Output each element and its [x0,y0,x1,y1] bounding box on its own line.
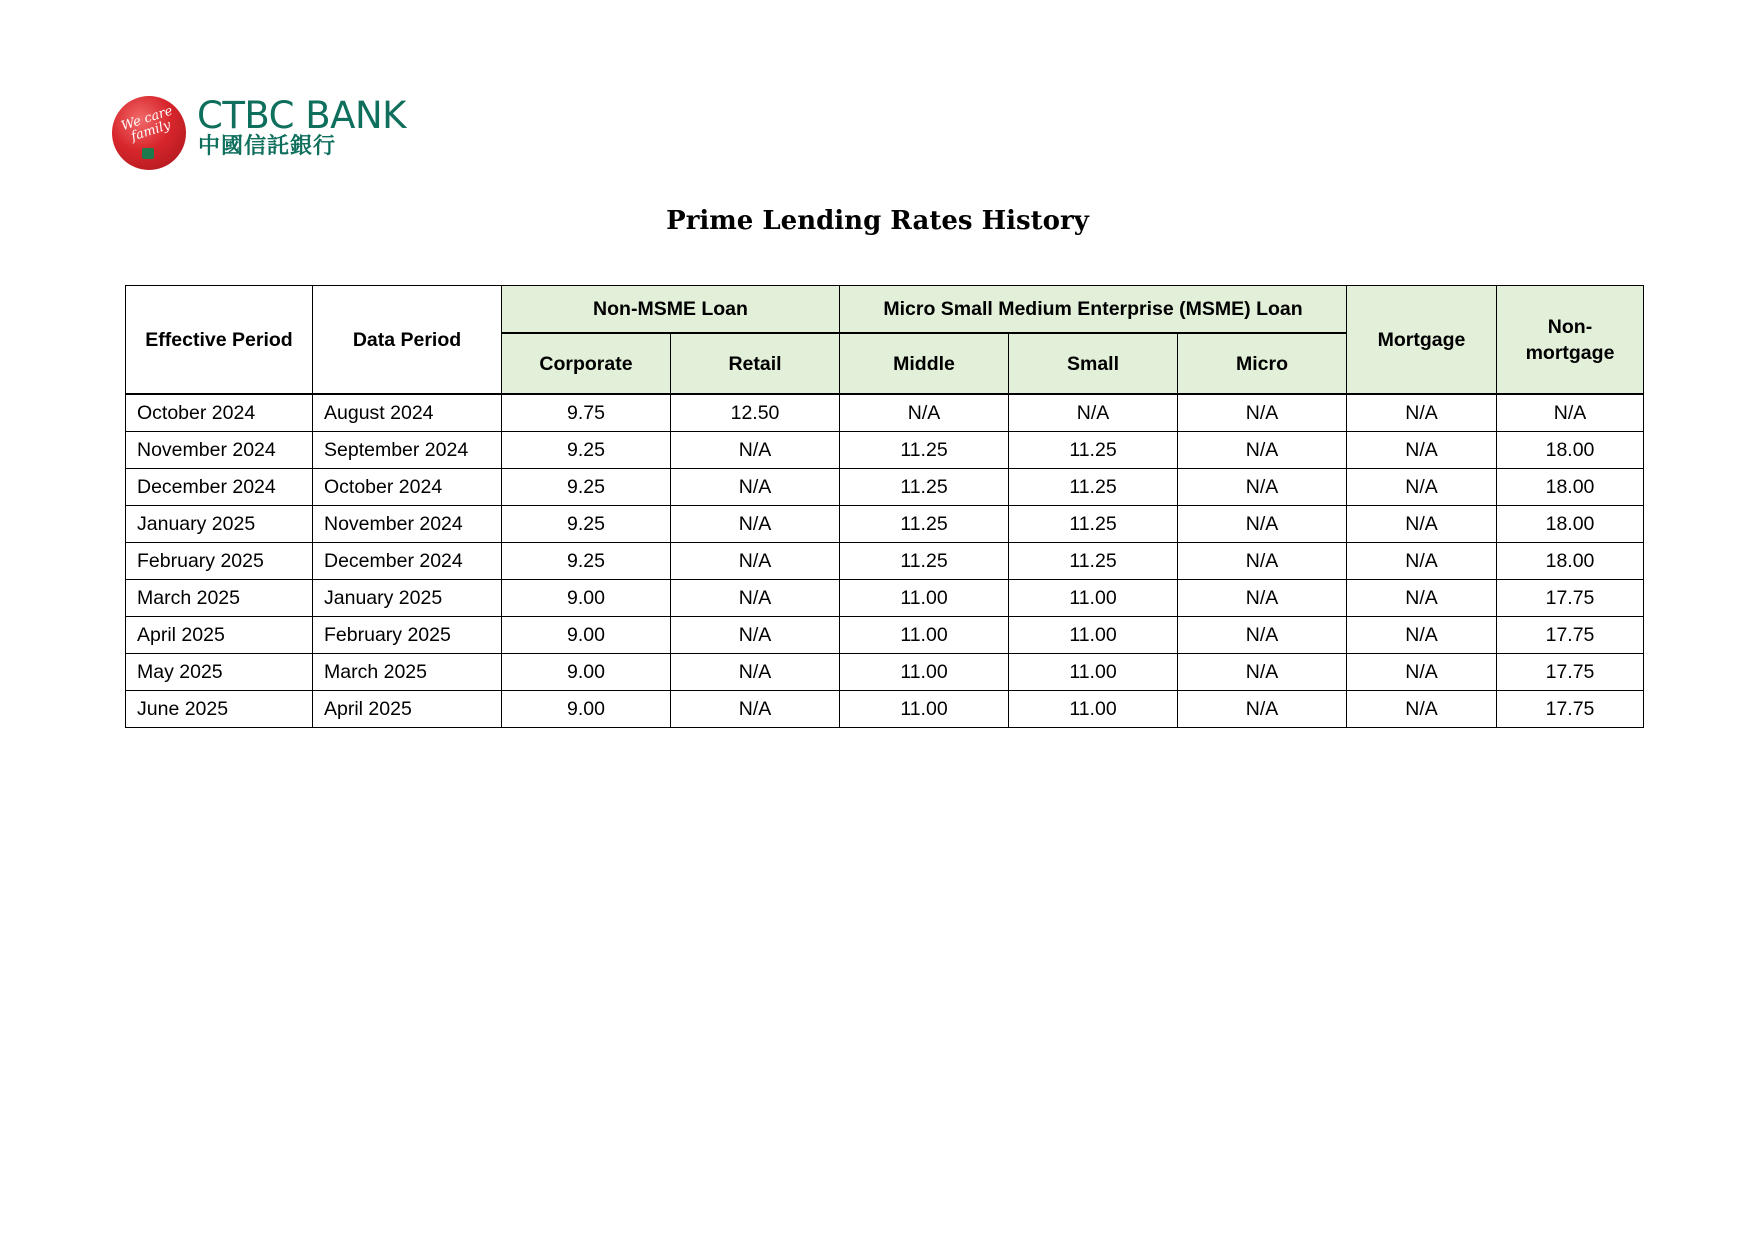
logo-bank-name-chinese: 中國信託銀行 [198,134,337,159]
cell-corporate: 9.00 [502,617,671,654]
cell-small: 11.25 [1009,506,1178,543]
cell-data-period: March 2025 [313,654,502,691]
table-row [126,432,1644,469]
cell-retail: N/A [671,691,840,728]
table-row [126,469,1644,506]
logo-bank-name: CTBC BANK [197,94,406,137]
header-effective-period: Effective Period [126,286,313,395]
cell-corporate: 9.00 [502,691,671,728]
header-retail: Retail [671,333,840,394]
cell-micro: N/A [1178,394,1347,432]
cell-small: 11.00 [1009,654,1178,691]
cell-retail: N/A [671,580,840,617]
cell-micro: N/A [1178,580,1347,617]
cell-small: 11.25 [1009,469,1178,506]
cell-middle: N/A [840,394,1009,432]
cell-middle: 11.25 [840,469,1009,506]
cell-non-mortgage: 18.00 [1497,469,1644,506]
cell-middle: 11.00 [840,654,1009,691]
cell-data-period: November 2024 [313,506,502,543]
cell-small: 11.00 [1009,691,1178,728]
cell-data-period: September 2024 [313,432,502,469]
cell-middle: 11.25 [840,543,1009,580]
cell-mortgage: N/A [1347,617,1497,654]
cell-mortgage: N/A [1347,654,1497,691]
table-row [126,691,1644,728]
header-micro: Micro [1178,333,1347,394]
logo-emblem-script: We care family [119,103,175,145]
cell-effective-period: December 2024 [126,469,313,506]
cell-non-mortgage: 18.00 [1497,506,1644,543]
cell-effective-period: May 2025 [126,654,313,691]
rates-table-body [126,394,1644,728]
cell-non-mortgage: 17.75 [1497,654,1644,691]
cell-micro: N/A [1178,654,1347,691]
cell-small: N/A [1009,394,1178,432]
cell-middle: 11.25 [840,432,1009,469]
cell-mortgage: N/A [1347,432,1497,469]
cell-corporate: 9.00 [502,580,671,617]
cell-mortgage: N/A [1347,469,1497,506]
page-title: Prime Lending Rates History [666,206,1089,236]
cell-mortgage: N/A [1347,506,1497,543]
cell-mortgage: N/A [1347,394,1497,432]
cell-corporate: 9.25 [502,543,671,580]
cell-small: 11.25 [1009,432,1178,469]
cell-effective-period: June 2025 [126,691,313,728]
cell-micro: N/A [1178,691,1347,728]
cell-small: 11.00 [1009,580,1178,617]
cell-effective-period: January 2025 [126,506,313,543]
table-row [126,617,1644,654]
cell-retail: N/A [671,469,840,506]
cell-non-mortgage: N/A [1497,394,1644,432]
cell-middle: 11.00 [840,691,1009,728]
cell-retail: N/A [671,654,840,691]
cell-mortgage: N/A [1347,543,1497,580]
cell-corporate: 9.75 [502,394,671,432]
cell-non-mortgage: 17.75 [1497,617,1644,654]
cell-effective-period: April 2025 [126,617,313,654]
cell-effective-period: February 2025 [126,543,313,580]
cell-data-period: April 2025 [313,691,502,728]
table-row [126,394,1644,432]
cell-middle: 11.00 [840,580,1009,617]
cell-corporate: 9.00 [502,654,671,691]
cell-non-mortgage: 17.75 [1497,580,1644,617]
prime-lending-rates-table [125,285,1644,728]
cell-mortgage: N/A [1347,691,1497,728]
cell-data-period: August 2024 [313,394,502,432]
cell-micro: N/A [1178,469,1347,506]
cell-micro: N/A [1178,432,1347,469]
cell-data-period: October 2024 [313,469,502,506]
header-mortgage: Mortgage [1347,286,1497,395]
cell-corporate: 9.25 [502,432,671,469]
cell-micro: N/A [1178,543,1347,580]
cell-retail: N/A [671,506,840,543]
cell-non-mortgage: 18.00 [1497,432,1644,469]
cell-non-mortgage: 18.00 [1497,543,1644,580]
cell-middle: 11.00 [840,617,1009,654]
header-middle: Middle [840,333,1009,394]
cell-effective-period: October 2024 [126,394,313,432]
table-row [126,580,1644,617]
cell-micro: N/A [1178,617,1347,654]
table-row [126,506,1644,543]
cell-micro: N/A [1178,506,1347,543]
cell-data-period: December 2024 [313,543,502,580]
header-msme-loan: Micro Small Medium Enterprise (MSME) Loan [840,286,1347,334]
cell-corporate: 9.25 [502,469,671,506]
bank-logo [112,94,432,174]
cell-middle: 11.25 [840,506,1009,543]
cell-retail: N/A [671,617,840,654]
cell-data-period: February 2025 [313,617,502,654]
table-row [126,543,1644,580]
cell-small: 11.25 [1009,543,1178,580]
logo-leaf-icon [142,148,154,159]
cell-corporate: 9.25 [502,506,671,543]
cell-retail: N/A [671,543,840,580]
cell-non-mortgage: 17.75 [1497,691,1644,728]
header-corporate: Corporate [502,333,671,394]
header-non-msme-loan: Non-MSME Loan [502,286,840,334]
cell-effective-period: March 2025 [126,580,313,617]
cell-mortgage: N/A [1347,580,1497,617]
cell-effective-period: November 2024 [126,432,313,469]
header-small: Small [1009,333,1178,394]
cell-retail: 12.50 [671,394,840,432]
logo-emblem-icon [112,96,186,170]
header-non-mortgage: Non-mortgage [1497,286,1644,395]
cell-small: 11.00 [1009,617,1178,654]
table-row [126,654,1644,691]
header-data-period: Data Period [313,286,502,395]
cell-data-period: January 2025 [313,580,502,617]
cell-retail: N/A [671,432,840,469]
